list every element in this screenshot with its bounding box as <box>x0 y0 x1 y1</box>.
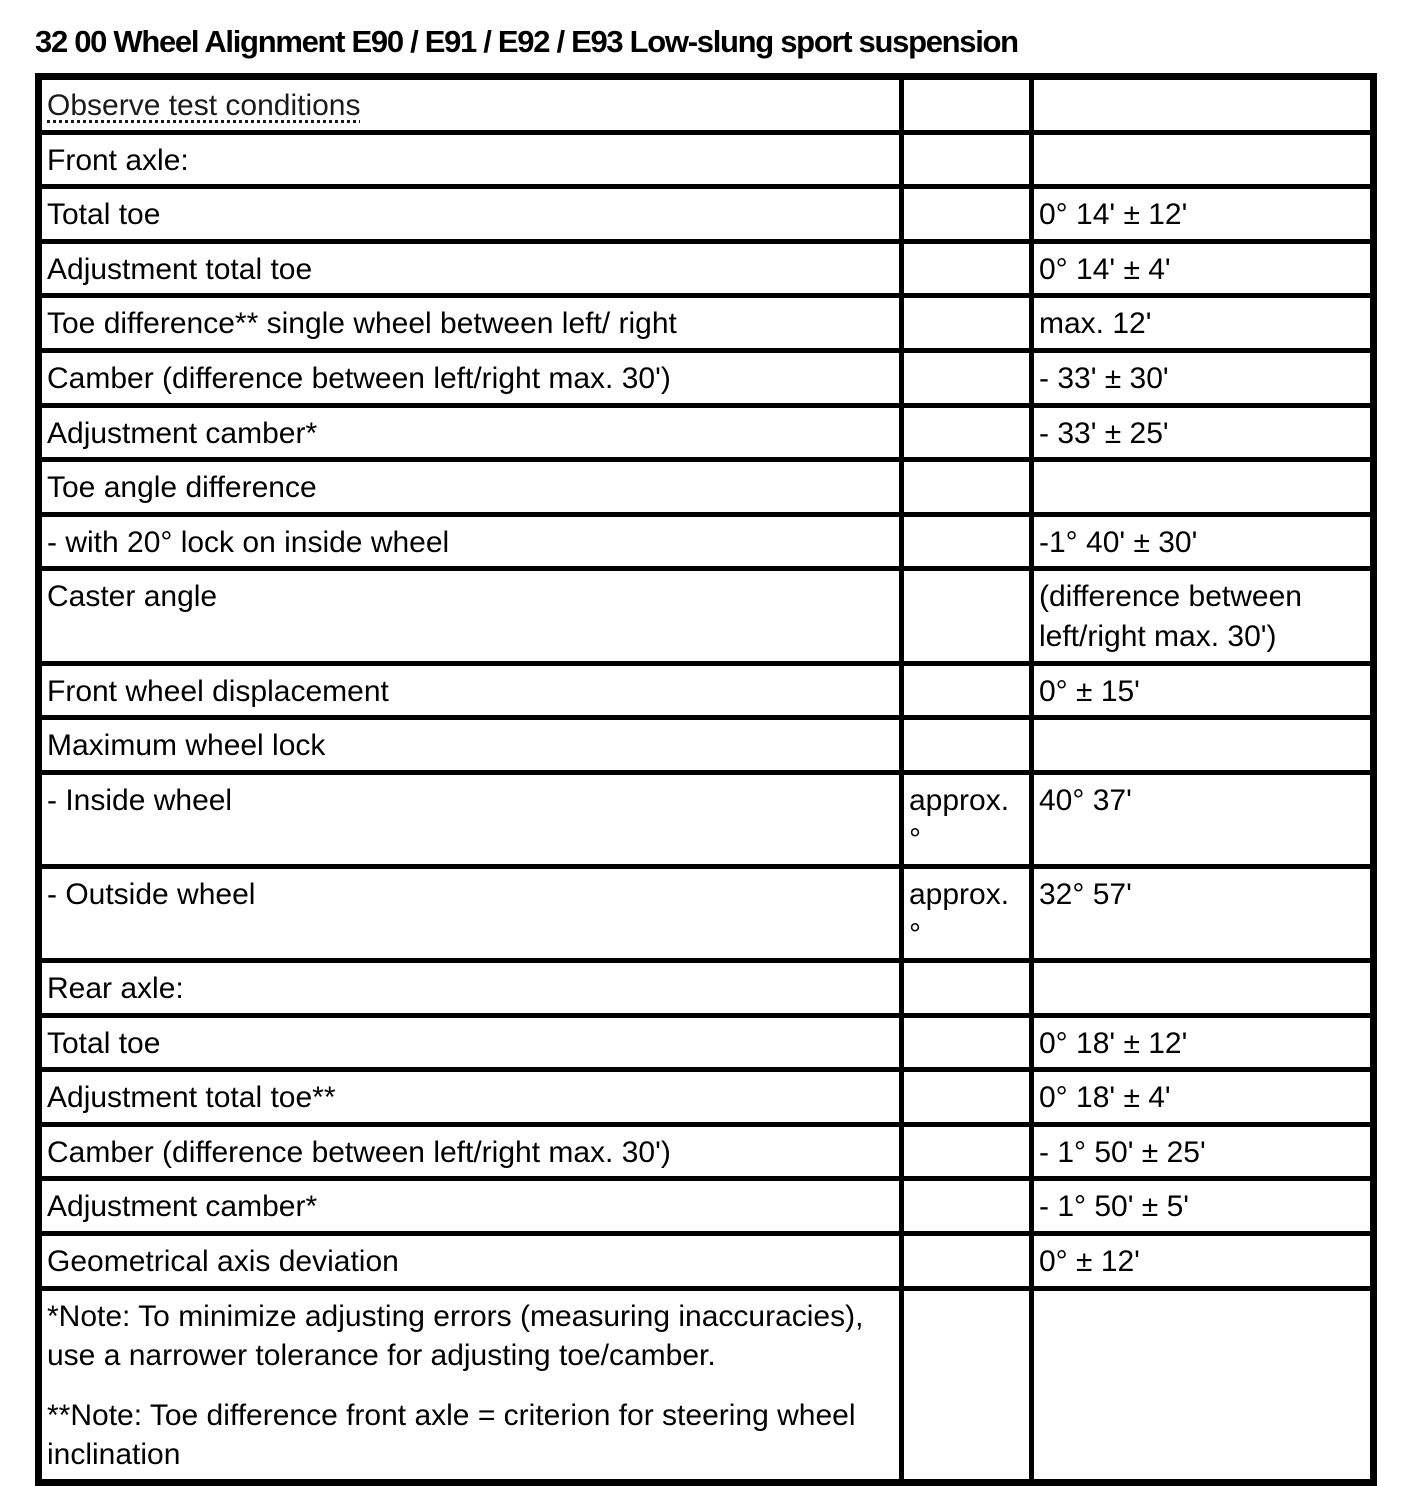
row-label-cell: - Inside wheel <box>39 772 902 866</box>
row-unit-cell <box>902 1124 1032 1179</box>
row-unit-cell <box>902 132 1032 187</box>
table-row <box>39 187 1374 242</box>
note-paragraph: **Note: Toe difference front axle = criterion for steering wheel inclination <box>47 1398 856 1472</box>
row-value-cell: - 1° 50' ± 25' <box>1032 1124 1374 1179</box>
row-label-cell: Rear axle: <box>39 961 902 1016</box>
row-unit-cell <box>902 241 1032 296</box>
table-row <box>39 1015 1374 1070</box>
row-label-cell: Toe difference** single wheel between left/ right <box>39 296 902 351</box>
row-unit-cell <box>902 460 1032 515</box>
table-row <box>39 296 1374 351</box>
row-value-cell: 0° 14' ± 12' <box>1032 187 1374 242</box>
row-unit-cell <box>902 1288 1032 1482</box>
table-row <box>39 772 1374 866</box>
row-label-cell: Adjustment total toe** <box>39 1070 902 1125</box>
row-value-cell: 0° 18' ± 4' <box>1032 1070 1374 1125</box>
row-unit-cell <box>902 569 1032 663</box>
row-value-cell: max. 12' <box>1032 296 1374 351</box>
table-row <box>39 132 1374 187</box>
row-label-cell: - with 20° lock on inside wheel <box>39 514 902 569</box>
row-value-cell: - 33' ± 25' <box>1032 405 1374 460</box>
row-unit-cell <box>902 961 1032 1016</box>
table-row <box>39 663 1374 718</box>
row-unit-cell <box>902 77 1032 133</box>
row-value-cell: (difference between left/right max. 30') <box>1032 569 1374 663</box>
row-label-cell: Adjustment total toe <box>39 241 902 296</box>
row-label-cell: Maximum wheel lock <box>39 718 902 773</box>
row-value-cell: -1° 40' ± 30' <box>1032 514 1374 569</box>
table-row <box>39 1070 1374 1125</box>
row-unit-cell <box>902 514 1032 569</box>
row-value-cell <box>1032 1288 1374 1482</box>
table-row <box>39 460 1374 515</box>
row-label-cell: Camber (difference between left/right max. 30') <box>39 350 902 405</box>
row-label-cell: Front wheel displacement <box>39 663 902 718</box>
row-label-cell: Total toe <box>39 1015 902 1070</box>
row-value-cell: 0° ± 12' <box>1032 1234 1374 1289</box>
table-row <box>39 1288 1374 1482</box>
row-unit-cell <box>902 187 1032 242</box>
row-unit-cell: approx. ° <box>902 866 1032 960</box>
table-row <box>39 514 1374 569</box>
row-value-cell: - 33' ± 30' <box>1032 350 1374 405</box>
note-paragraph: *Note: To minimize adjusting errors (measuring inaccuracies), use a narrower tolerance for adjusting toe/camber. <box>47 1299 864 1373</box>
row-unit-cell <box>902 1070 1032 1125</box>
row-unit-cell <box>902 296 1032 351</box>
row-value-cell <box>1032 132 1374 187</box>
row-value-cell <box>1032 718 1374 773</box>
table-row <box>39 1234 1374 1289</box>
row-label-cell <box>39 77 902 133</box>
table-row <box>39 405 1374 460</box>
row-label-cell: Toe angle difference <box>39 460 902 515</box>
row-value-cell: 0° ± 15' <box>1032 663 1374 718</box>
table-row <box>39 350 1374 405</box>
row-label-cell: Geometrical axis deviation <box>39 1234 902 1289</box>
table-row <box>39 241 1374 296</box>
row-value-cell: 0° 18' ± 12' <box>1032 1015 1374 1070</box>
row-label-cell: - Outside wheel <box>39 866 902 960</box>
row-value-cell: 32° 57' <box>1032 866 1374 960</box>
row-label-cell: Caster angle <box>39 569 902 663</box>
row-value-cell <box>1032 77 1374 133</box>
row-label-cell: Camber (difference between left/right max. 30') <box>39 1124 902 1179</box>
row-unit-cell <box>902 350 1032 405</box>
row-unit-cell <box>902 1015 1032 1070</box>
observe-test-conditions-link[interactable]: Observe test conditions <box>47 89 361 122</box>
table-row <box>39 569 1374 663</box>
row-label-cell <box>39 1288 902 1482</box>
table-row <box>39 961 1374 1016</box>
row-unit-cell <box>902 405 1032 460</box>
row-value-cell: 40° 37' <box>1032 772 1374 866</box>
row-label-cell: Front axle: <box>39 132 902 187</box>
page-title: 32 00 Wheel Alignment E90 / E91 / E92 / E93 Low-slung sport suspension <box>35 24 1018 59</box>
row-value-cell <box>1032 961 1374 1016</box>
row-unit-cell: approx. ° <box>902 772 1032 866</box>
row-label-cell: Adjustment camber* <box>39 1179 902 1234</box>
table-row <box>39 1124 1374 1179</box>
row-value-cell: - 1° 50' ± 5' <box>1032 1179 1374 1234</box>
row-value-cell <box>1032 460 1374 515</box>
table-row <box>39 718 1374 773</box>
row-label-cell: Total toe <box>39 187 902 242</box>
row-label-cell: Adjustment camber* <box>39 405 902 460</box>
table-row <box>39 866 1374 960</box>
row-unit-cell <box>902 663 1032 718</box>
row-unit-cell <box>902 1234 1032 1289</box>
table-row <box>39 1179 1374 1234</box>
row-value-cell: 0° 14' ± 4' <box>1032 241 1374 296</box>
table-row <box>39 77 1374 133</box>
row-unit-cell <box>902 1179 1032 1234</box>
alignment-spec-table <box>35 73 1377 1486</box>
row-unit-cell <box>902 718 1032 773</box>
